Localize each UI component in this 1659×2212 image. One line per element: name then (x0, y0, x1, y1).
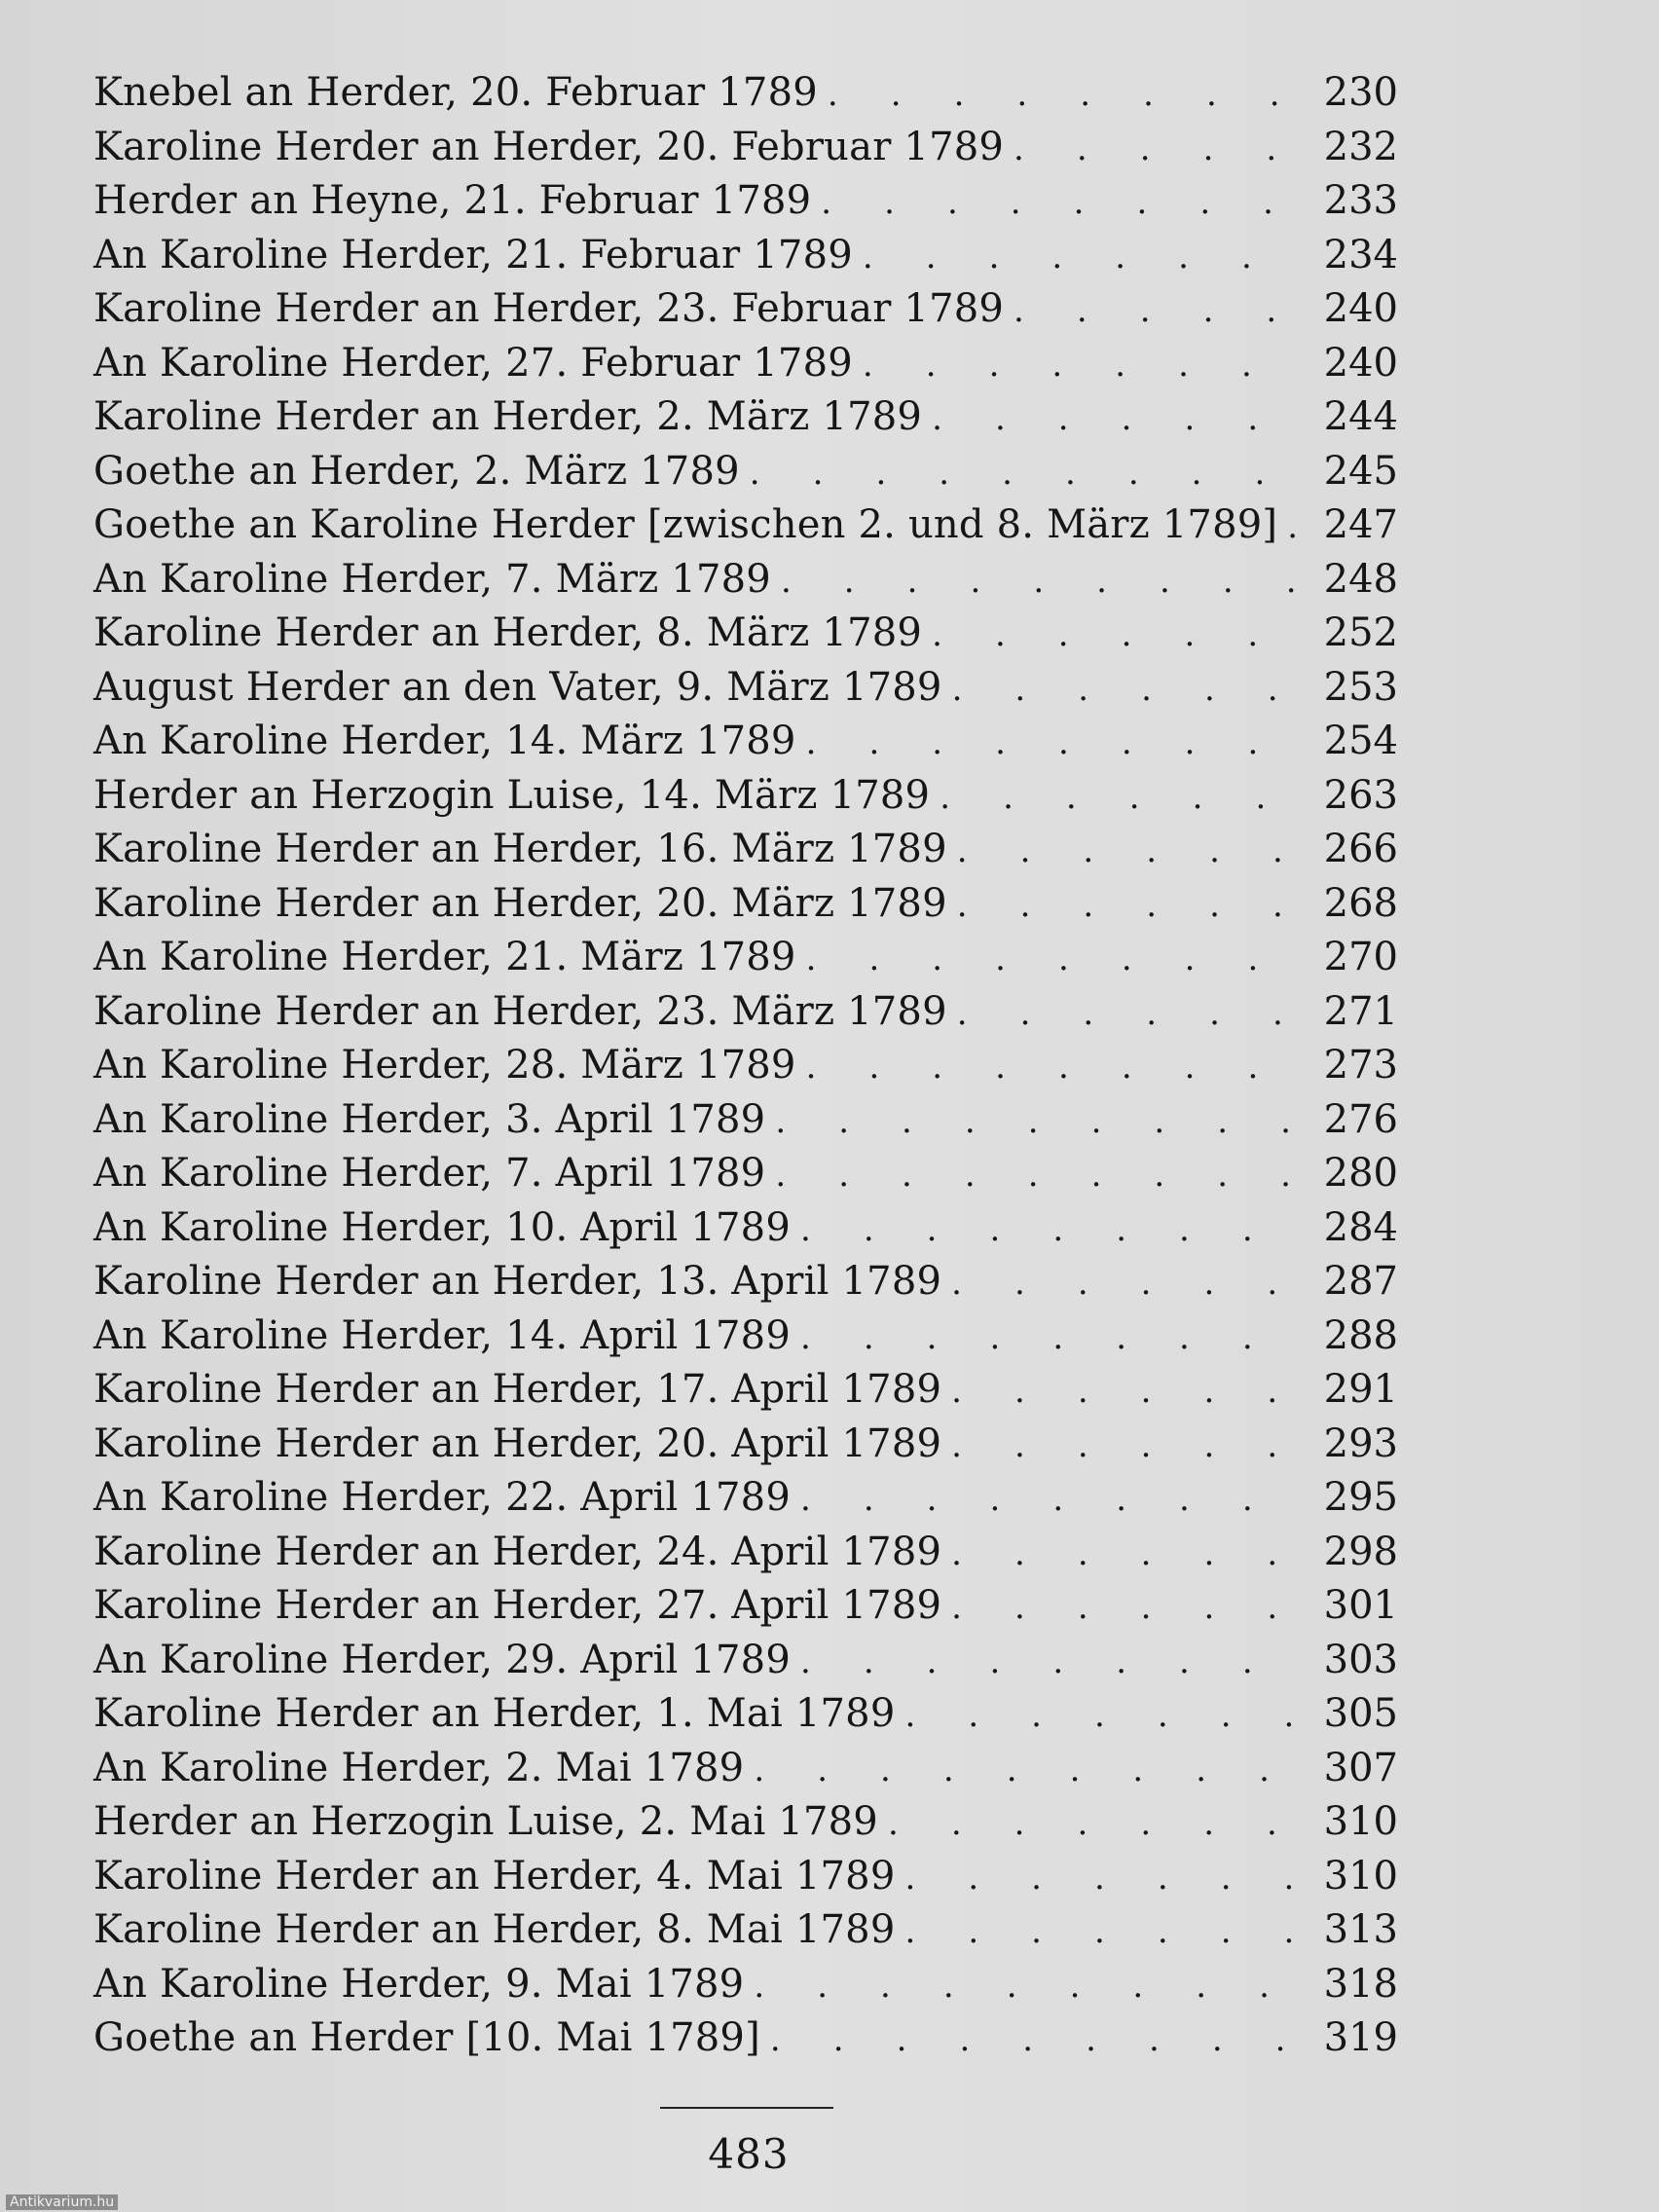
toc-entry (93, 1093, 1398, 1148)
dot-leader (754, 1742, 1297, 1798)
toc-entry-page: 287 (1323, 1259, 1398, 1304)
toc-entry-title: An Karoline Herder, 9. Mai 1789 (93, 1961, 745, 2007)
toc-entry-title: An Karoline Herder, 21. Februar 1789 (93, 232, 853, 277)
dot-leader (863, 229, 1297, 285)
toc-entry (93, 823, 1398, 877)
toc-entry (93, 1687, 1398, 1742)
toc-entry-page: 319 (1323, 2015, 1398, 2060)
dot-leader (754, 1958, 1297, 2014)
dot-leader (770, 2011, 1297, 2068)
dot-leader (904, 1850, 1297, 1906)
toc-entry (93, 1526, 1398, 1580)
dot-leader (888, 1795, 1297, 1852)
toc-entry-page: 234 (1323, 232, 1398, 277)
toc-entry (93, 1742, 1398, 1796)
dot-leader (1014, 282, 1297, 339)
toc-entry-title: Karoline Herder an Herder, 4. Mai 1789 (93, 1853, 896, 1899)
toc-entry-page: 301 (1323, 1583, 1398, 1628)
toc-entry-page: 318 (1323, 1961, 1398, 2007)
toc-entry-page: 307 (1323, 1745, 1398, 1790)
dot-leader (957, 985, 1297, 1042)
toc-entry-title: Karoline Herder an Herder, 20. März 1789 (93, 880, 947, 926)
dot-leader (781, 553, 1297, 609)
toc-entry (93, 1255, 1398, 1309)
dot-leader (828, 66, 1297, 123)
toc-entry-title: An Karoline Herder, 28. März 1789 (93, 1043, 796, 1088)
toc-entry (93, 1201, 1398, 1256)
toc-entry (93, 931, 1398, 985)
dot-leader (806, 715, 1297, 771)
toc-entry (93, 1903, 1398, 1958)
toc-entry-page: 270 (1323, 935, 1398, 979)
toc-entry-page: 252 (1323, 610, 1398, 655)
toc-entry-page: 240 (1323, 286, 1398, 331)
toc-entry-title: Karoline Herder an Herder, 16. März 1789 (93, 827, 947, 871)
toc-entry-title: An Karoline Herder, 3. April 1789 (93, 1096, 766, 1142)
dot-leader (800, 1634, 1297, 1690)
table-of-contents (93, 66, 1398, 2066)
dot-leader (775, 1147, 1297, 1203)
toc-entry-page: 280 (1323, 1151, 1398, 1196)
toc-entry-page: 291 (1323, 1367, 1398, 1412)
toc-entry-page: 303 (1323, 1637, 1398, 1682)
toc-entry-title: Karoline Herder an Herder, 17. April 1789 (93, 1367, 942, 1412)
toc-entry-title: Karoline Herder an Herder, 23. März 1789 (93, 988, 947, 1034)
toc-entry-page: 273 (1323, 1043, 1398, 1088)
toc-entry-page: 245 (1323, 448, 1398, 494)
dot-leader (863, 337, 1297, 393)
toc-entry-title: August Herder an den Vater, 9. März 1789 (93, 664, 942, 710)
toc-entry (93, 1039, 1398, 1093)
toc-entry (93, 1309, 1398, 1364)
watermark-text: Antikvarium.hu (6, 2194, 118, 2210)
page-number: 483 (708, 2130, 790, 2178)
folio-rule (660, 2107, 833, 2109)
toc-entry-title: Knebel an Herder, 20. Februar 1789 (93, 70, 818, 115)
toc-entry (93, 715, 1398, 769)
dot-leader (951, 1418, 1297, 1474)
toc-entry-title: An Karoline Herder, 21. März 1789 (93, 935, 796, 979)
dot-leader (806, 1039, 1297, 1095)
toc-entry-page: 263 (1323, 772, 1398, 818)
toc-entry-page: 233 (1323, 178, 1398, 223)
toc-entry (93, 661, 1398, 716)
toc-entry (93, 390, 1398, 445)
toc-entry-page: 293 (1323, 1420, 1398, 1466)
toc-entry-page: 253 (1323, 664, 1398, 710)
toc-entry-title: Karoline Herder an Herder, 8. März 1789 (93, 610, 923, 655)
toc-entry (93, 1471, 1398, 1526)
toc-entry (93, 282, 1398, 337)
toc-entry (93, 121, 1398, 175)
toc-entry-page: 266 (1323, 827, 1398, 871)
toc-entry-title: Karoline Herder an Herder, 24. April 1789 (93, 1529, 942, 1574)
toc-entry-page: 295 (1323, 1475, 1398, 1520)
toc-entry-title: Herder an Herzogin Luise, 14. März 1789 (93, 772, 931, 818)
toc-entry-title: Goethe an Herder [10. Mai 1789] (93, 2015, 760, 2060)
dot-leader (957, 877, 1297, 934)
toc-entry-page: 247 (1323, 502, 1398, 547)
toc-entry-title: An Karoline Herder, 2. Mai 1789 (93, 1745, 745, 1790)
toc-entry-page: 310 (1323, 1799, 1398, 1844)
dot-leader (775, 1093, 1297, 1150)
dot-leader (904, 1687, 1297, 1744)
dot-leader (932, 390, 1297, 447)
toc-entry (93, 1634, 1398, 1688)
toc-entry (93, 553, 1398, 608)
toc-entry-page: 305 (1323, 1691, 1398, 1736)
toc-entry-title: An Karoline Herder, 7. April 1789 (93, 1151, 766, 1196)
toc-entry-title: Karoline Herder an Herder, 8. Mai 1789 (93, 1907, 896, 1952)
toc-entry-title: An Karoline Herder, 29. April 1789 (93, 1637, 791, 1682)
toc-entry-title: Karoline Herder an Herder, 1. Mai 1789 (93, 1691, 896, 1736)
toc-entry-title: An Karoline Herder, 7. März 1789 (93, 556, 771, 602)
toc-entry (93, 1795, 1398, 1850)
dot-leader (800, 1201, 1297, 1258)
toc-entry-title: Karoline Herder an Herder, 2. März 1789 (93, 394, 923, 439)
toc-entry-page: 230 (1323, 70, 1398, 115)
toc-entry-page: 313 (1323, 1907, 1398, 1952)
toc-entry-page: 298 (1323, 1529, 1398, 1574)
dot-leader (800, 1471, 1297, 1528)
toc-entry (93, 877, 1398, 932)
dot-leader (957, 823, 1297, 879)
toc-entry (93, 607, 1398, 661)
toc-entry (93, 1579, 1398, 1634)
toc-entry (93, 1363, 1398, 1418)
dot-leader (951, 1526, 1297, 1582)
toc-entry-title: Karoline Herder an Herder, 13. April 1789 (93, 1259, 942, 1304)
toc-entry-title: An Karoline Herder, 22. April 1789 (93, 1475, 791, 1520)
dot-leader (800, 1309, 1297, 1366)
toc-entry (93, 1147, 1398, 1201)
toc-entry (93, 498, 1398, 553)
dot-leader (806, 931, 1297, 987)
toc-entry (93, 1958, 1398, 2012)
toc-entry (93, 174, 1398, 229)
toc-entry-title: Goethe an Karoline Herder [zwischen 2. und 8. März 1789] (93, 502, 1278, 547)
dot-leader (1287, 498, 1297, 555)
toc-entry-page: 276 (1323, 1096, 1398, 1142)
toc-entry (93, 2011, 1398, 2066)
toc-entry (93, 66, 1398, 121)
toc-entry-page: 240 (1323, 340, 1398, 386)
toc-entry-title: Karoline Herder an Herder, 27. April 1789 (93, 1583, 942, 1628)
toc-entry-title: Karoline Herder an Herder, 20. April 1789 (93, 1420, 942, 1466)
toc-entry (93, 1850, 1398, 1904)
toc-entry-title: An Karoline Herder, 14. April 1789 (93, 1312, 791, 1358)
dot-leader (952, 661, 1297, 718)
toc-entry-title: An Karoline Herder, 14. März 1789 (93, 719, 796, 763)
toc-entry-title: Herder an Herzogin Luise, 2. Mai 1789 (93, 1799, 878, 1844)
toc-entry-title: Karoline Herder an Herder, 20. Februar 1789 (93, 124, 1005, 169)
dot-leader (904, 1903, 1297, 1960)
toc-entry-page: 288 (1323, 1312, 1398, 1358)
toc-entry (93, 445, 1398, 499)
dot-leader (932, 607, 1297, 663)
toc-entry-page: 244 (1323, 394, 1398, 439)
toc-entry-page: 284 (1323, 1204, 1398, 1250)
toc-entry-page: 310 (1323, 1853, 1398, 1899)
dot-leader (821, 174, 1297, 231)
toc-entry-page: 248 (1323, 556, 1398, 602)
dot-leader (750, 445, 1297, 501)
toc-entry-title: An Karoline Herder, 10. April 1789 (93, 1204, 791, 1250)
toc-entry (93, 229, 1398, 283)
dot-leader (951, 1579, 1297, 1636)
dot-leader (940, 769, 1297, 826)
toc-entry-title: Karoline Herder an Herder, 23. Februar 1789 (93, 286, 1005, 331)
dot-leader (1014, 121, 1297, 177)
toc-entry (93, 769, 1398, 824)
toc-entry-page: 271 (1323, 988, 1398, 1034)
toc-entry-title: An Karoline Herder, 27. Februar 1789 (93, 340, 853, 386)
toc-entry-title: Goethe an Herder, 2. März 1789 (93, 448, 740, 494)
toc-entry (93, 1418, 1398, 1472)
toc-entry-page: 254 (1323, 719, 1398, 763)
toc-entry-title: Herder an Heyne, 21. Februar 1789 (93, 178, 812, 223)
dot-leader (951, 1255, 1297, 1311)
toc-entry-page: 232 (1323, 124, 1398, 169)
toc-entry (93, 337, 1398, 391)
toc-entry-page: 268 (1323, 880, 1398, 926)
dot-leader (951, 1363, 1297, 1419)
toc-entry (93, 985, 1398, 1040)
